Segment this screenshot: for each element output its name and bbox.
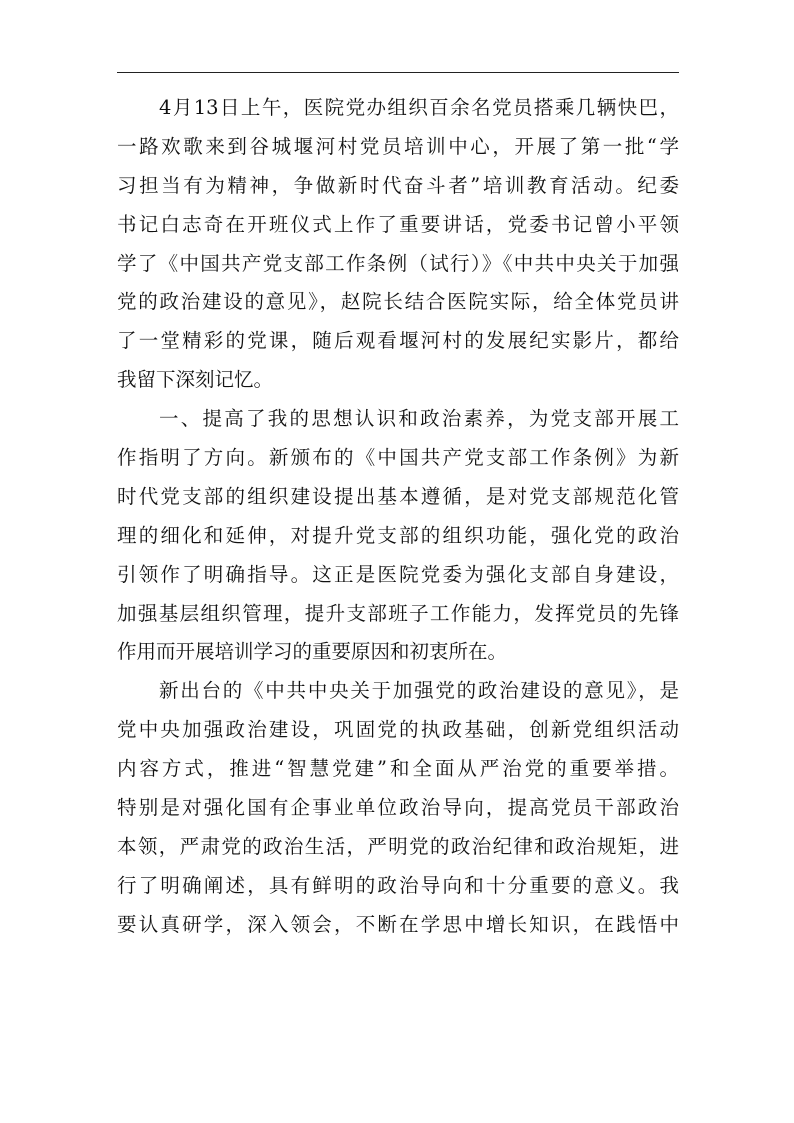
text-line: 行了明确阐述，具有鲜明的政治导向和十分重要的意义。我 xyxy=(117,873,679,897)
text-line: 本领，严肃党的政治生活，严明党的政治纪律和政治规矩，进 xyxy=(117,834,679,858)
text-line: 党的政治建设的意见》，赵院长结合医院实际，给全体党员讲 xyxy=(117,290,679,314)
text-line: 习担当有为精神，争做新时代奋斗者”培训教育活动。纪委 xyxy=(117,173,679,197)
text-line: 要认真研学，深入领会，不断在学思中增长知识，在践悟中 xyxy=(117,912,679,936)
text-line: 了一堂精彩的党课，随后观看堰河村的发展纪实影片，都给 xyxy=(117,329,679,353)
body-text xyxy=(117,89,679,945)
text-line: 党中央加强政治建设，巩固党的执政基础，创新党组织活动 xyxy=(117,718,679,742)
text-line: 一、提高了我的思想认识和政治素养，为党支部开展工 xyxy=(159,407,679,431)
text-line: 内容方式，推进“智慧党建”和全面从严治党的重要举措。 xyxy=(117,757,679,781)
text-line: 4月13日上午，医院党办组织百余名党员搭乘几辆快巴， xyxy=(159,96,679,119)
text-line: 一路欢歌来到谷城堰河村党员培训中心，开展了第一批“学 xyxy=(117,134,679,158)
text-line: 作指明了方向。新颁布的《中国共产党支部工作条例》为新 xyxy=(117,446,679,470)
text-line: 加强基层组织管理，提升支部班子工作能力，发挥党员的先锋 xyxy=(117,601,679,625)
text-line: 学了《中国共产党支部工作条例（试行）》《中共中央关于加强 xyxy=(117,251,679,275)
text-line: 新出台的《中共中央关于加强党的政治建设的意见》，是 xyxy=(159,679,679,703)
text-line: 书记白志奇在开班仪式上作了重要讲话，党委书记曾小平领 xyxy=(117,212,679,236)
text-line: 时代党支部的组织建设提出基本遵循，是对党支部规范化管 xyxy=(117,484,679,508)
text-line: 作用而开展培训学习的重要原因和初衷所在。 xyxy=(117,640,508,664)
text-line: 我留下深刻记忆。 xyxy=(117,368,274,392)
text-line: 引领作了明确指导。这正是医院党委为强化支部自身建设， xyxy=(117,562,679,586)
text-line: 特别是对强化国有企事业单位政治导向，提高党员干部政治 xyxy=(117,796,679,820)
text-line: 理的细化和延伸，对提升党支部的组织功能，强化党的政治 xyxy=(117,523,679,547)
header-rule xyxy=(117,72,679,73)
